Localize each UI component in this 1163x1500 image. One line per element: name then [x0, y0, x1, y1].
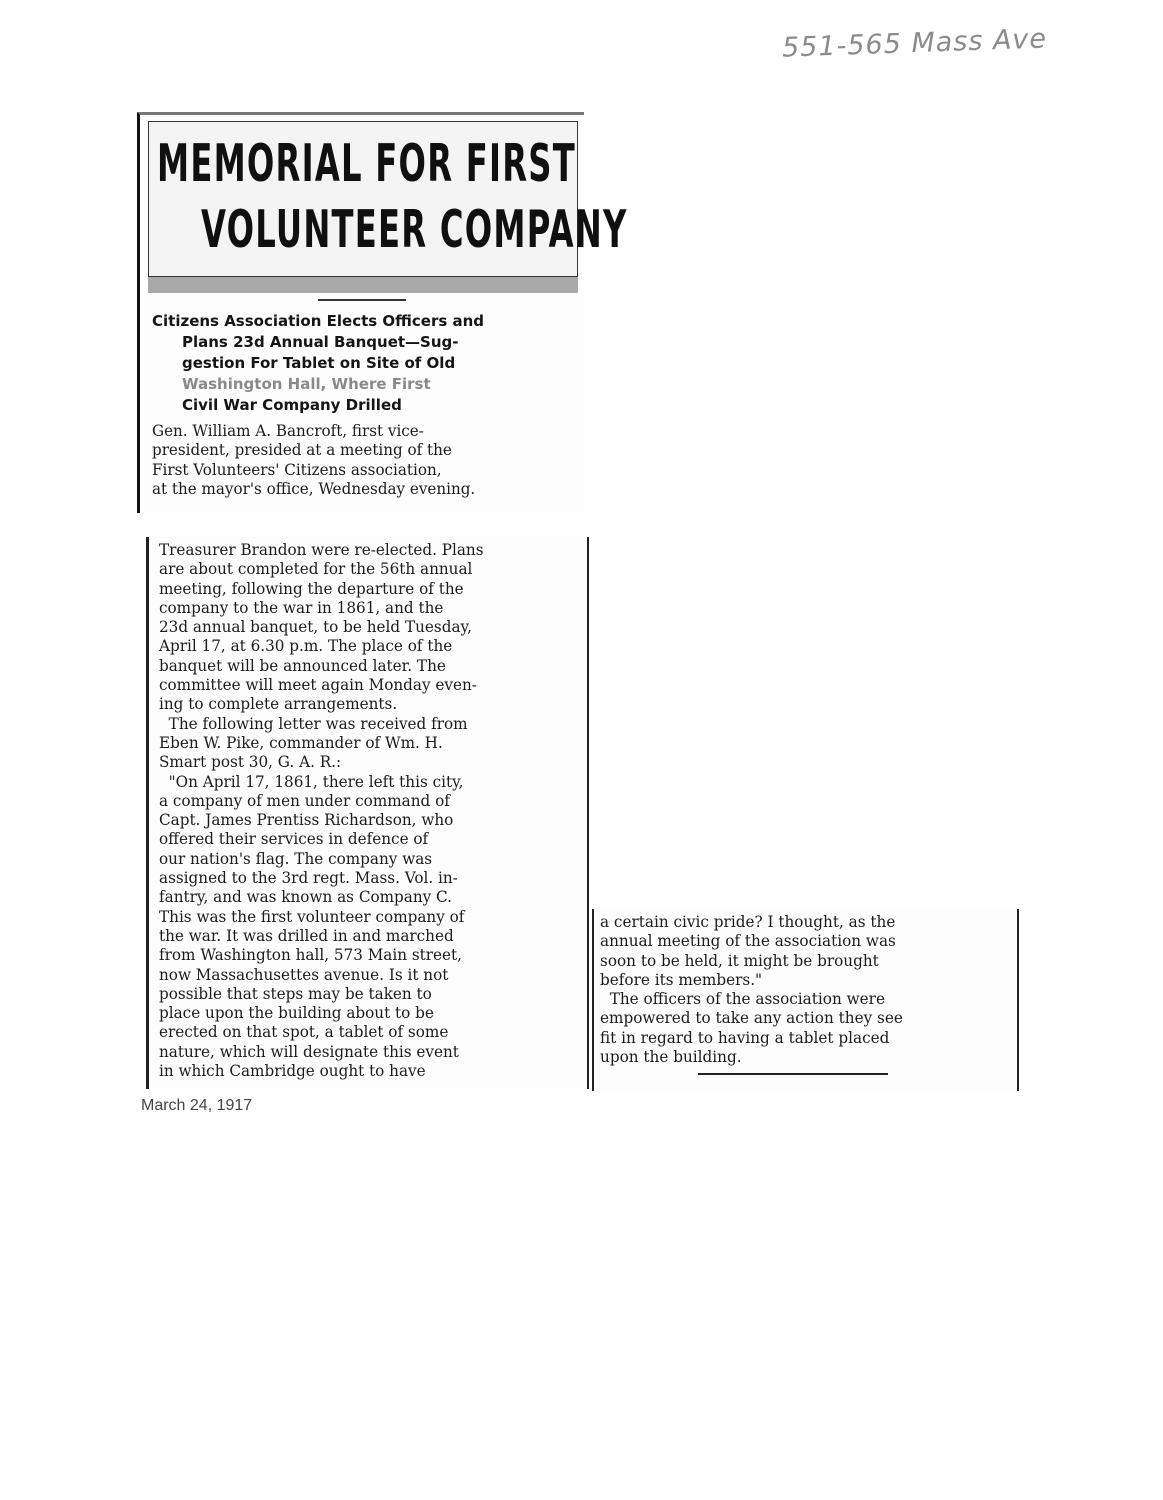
article-body-part-3: a certain civic pride? I thought, as the annual meeting of the association was soon to be held, it might be brought before its members." The officers of the association were empowered to take any action they see fit in regard to having a tablet placed upon the building. — [600, 913, 903, 1067]
clipping-body-column — [146, 537, 589, 1089]
subheadline — [152, 311, 576, 416]
date-caption: March 24, 1917 — [141, 1097, 253, 1114]
article-body-part-1: Gen. William A. Bancroft, first vice- president, presided at a meeting of the First Volunteers' Citizens association, at the mayor's office, Wednesday evening. — [152, 422, 476, 498]
clipping-final-column — [592, 909, 1019, 1091]
subheadline-line-3: gestion For Tablet on Site of Old — [182, 354, 456, 372]
subheadline-line-4: Washington Hall, Where First — [182, 375, 431, 393]
headline-shading-bar — [148, 277, 578, 293]
headline-line-2: VOLUNTEER COMPANY — [201, 200, 628, 260]
article-body-part-2: Treasurer Brandon were re-elected. Plans are about completed for the 56th annual meeting, following the departure of the company to the war in 1861, and the 23d annual banquet, to be held Tuesday, April 17, at 6.30 p.m. The place of the banquet will be announced later. The committee will meet again Monday even- ing to complete arrangements. The following letter was received from Eben W. Pike, commander of Wm. H. Smart post 30, G. A. R.: "On April 17, 1861, there left this city, a company of men under command of Capt. James Prentiss Richardson, who offered their services in defence of our nation's flag. The company was assigned to the 3rd regt. Mass. Vol. in- fantry, and was known as Company C. This was the first volunteer company of the war. It was drilled in and marched from Washington hall, 573 Main street, now Massachusettes avenue. Is it not possible that steps may be taken to place upon the building about to be erected on that spot, a tablet of some nature, which will designate this event in which Cambridge ought to have — [159, 541, 484, 1081]
headline-divider — [318, 299, 406, 301]
clipping-headline-section — [137, 112, 628, 513]
handwritten-address-note: 551-565 Mass Ave — [781, 23, 1048, 64]
headline-box — [148, 121, 628, 277]
headline-line-1: MEMORIAL FOR FIRST — [157, 134, 576, 194]
article-end-rule — [698, 1073, 888, 1075]
subheadline-line-2: Plans 23d Annual Banquet—Sug- — [182, 333, 459, 351]
subheadline-line-1: Citizens Association Elects Officers and — [152, 312, 485, 330]
subheadline-line-5: Civil War Company Drilled — [182, 396, 402, 414]
